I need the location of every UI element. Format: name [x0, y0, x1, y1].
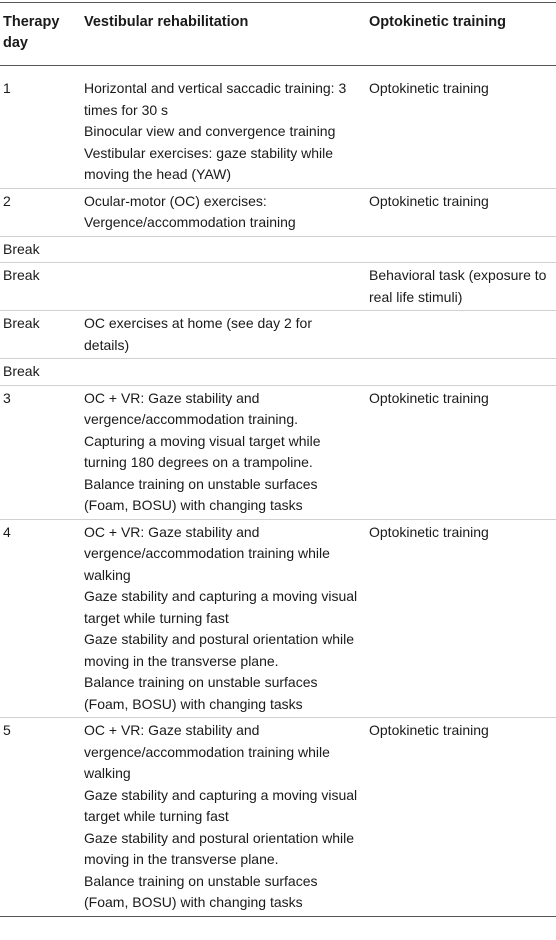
therapy-day-cell: 2 — [3, 192, 11, 209]
therapy-day-cell: 5 — [3, 722, 11, 738]
table-row — [0, 519, 556, 718]
vestibular-exercise-line: Gaze stability and capturing a moving visual target while turning fast — [84, 786, 358, 824]
optokinetic-training-cell: Behavioral task (exposure to real life stimuli) — [369, 267, 547, 305]
table-body — [0, 66, 556, 917]
therapy-day-cell: Break — [3, 267, 40, 283]
optokinetic-training-cell: Optokinetic training — [369, 722, 489, 738]
table-row — [0, 263, 556, 311]
vestibular-rehabilitation-cell — [78, 359, 363, 386]
vestibular-exercise-line: Binocular view and convergence training — [84, 123, 336, 139]
vestibular-rehabilitation-cell — [78, 311, 363, 359]
header-optokinetic-training: Optokinetic training — [369, 14, 506, 30]
vestibular-exercise-line: Horizontal and vertical saccadic training: 3 times for 30 s — [84, 80, 347, 118]
vestibular-rehabilitation-cell — [78, 519, 363, 718]
vestibular-rehabilitation-cell — [78, 236, 363, 263]
vestibular-exercise-line: Gaze stability and postural orientation while moving in the transverse plane. — [84, 829, 355, 867]
table-row — [0, 188, 556, 236]
vestibular-rehabilitation-cell — [78, 385, 363, 519]
therapy-day-cell: Break — [3, 363, 40, 379]
table-row — [0, 311, 556, 359]
table-row — [0, 359, 556, 386]
optokinetic-training-cell: Optokinetic training — [369, 389, 489, 406]
vestibular-rehabilitation-cell — [78, 263, 363, 311]
optokinetic-training-cell: Optokinetic training — [369, 80, 489, 96]
vestibular-exercise-line: OC + VR: Gaze stability and vergence/accommodation training while walking — [84, 722, 330, 781]
schedule-table — [0, 2, 556, 917]
vestibular-exercise-line: Gaze stability and postural orientation while moving in the transverse plane. — [84, 631, 355, 669]
therapy-day-cell: Break — [3, 240, 40, 257]
vestibular-exercise-line: Balance training on unstable surfaces (Foam, BOSU) with changing tasks — [84, 674, 318, 712]
optokinetic-training-cell — [363, 311, 556, 359]
vestibular-exercise-line: Ocular-motor (OC) exercises: Vergence/accommodation training — [84, 192, 296, 230]
vestibular-exercise-line: Balance training on unstable surfaces (Foam, BOSU) with changing tasks — [84, 475, 318, 513]
vestibular-exercise-line: OC exercises at home (see day 2 for details) — [84, 315, 312, 353]
therapy-day-cell: 1 — [3, 80, 11, 96]
vestibular-exercise-line: Capturing a moving visual target while turning 180 degrees on a trampoline. — [84, 432, 321, 470]
vestibular-exercise-line: Vestibular exercises: gaze stability while moving the head (YAW) — [84, 144, 334, 182]
vestibular-exercise-line: Balance training on unstable surfaces (Foam, BOSU) with changing tasks — [84, 872, 318, 910]
vestibular-rehabilitation-cell — [78, 66, 363, 189]
optokinetic-training-cell — [363, 236, 556, 263]
optokinetic-training-cell: Optokinetic training — [369, 523, 489, 540]
table-row — [0, 236, 556, 263]
therapy-day-cell: Break — [3, 315, 40, 331]
vestibular-rehabilitation-cell — [78, 718, 363, 917]
therapy-day-cell: 3 — [3, 389, 11, 406]
table-row — [0, 66, 556, 189]
vestibular-exercise-line: Gaze stability and capturing a moving visual target while turning fast — [84, 588, 358, 626]
header-therapy-day: Therapy day — [3, 14, 60, 51]
vestibular-rehabilitation-cell — [78, 188, 363, 236]
vestibular-exercise-line: OC + VR: Gaze stability and vergence/accommodation training. — [84, 389, 299, 427]
vestibular-exercise-line: OC + VR: Gaze stability and vergence/accommodation training while walking — [84, 523, 330, 583]
optokinetic-training-cell: Optokinetic training — [369, 192, 489, 209]
table-row — [0, 385, 556, 519]
optokinetic-training-cell — [363, 359, 556, 386]
table-header-row — [0, 3, 556, 66]
therapy-day-cell: 4 — [3, 523, 11, 540]
table-row — [0, 718, 556, 917]
header-vestibular-rehabilitation: Vestibular rehabilitation — [84, 14, 249, 30]
